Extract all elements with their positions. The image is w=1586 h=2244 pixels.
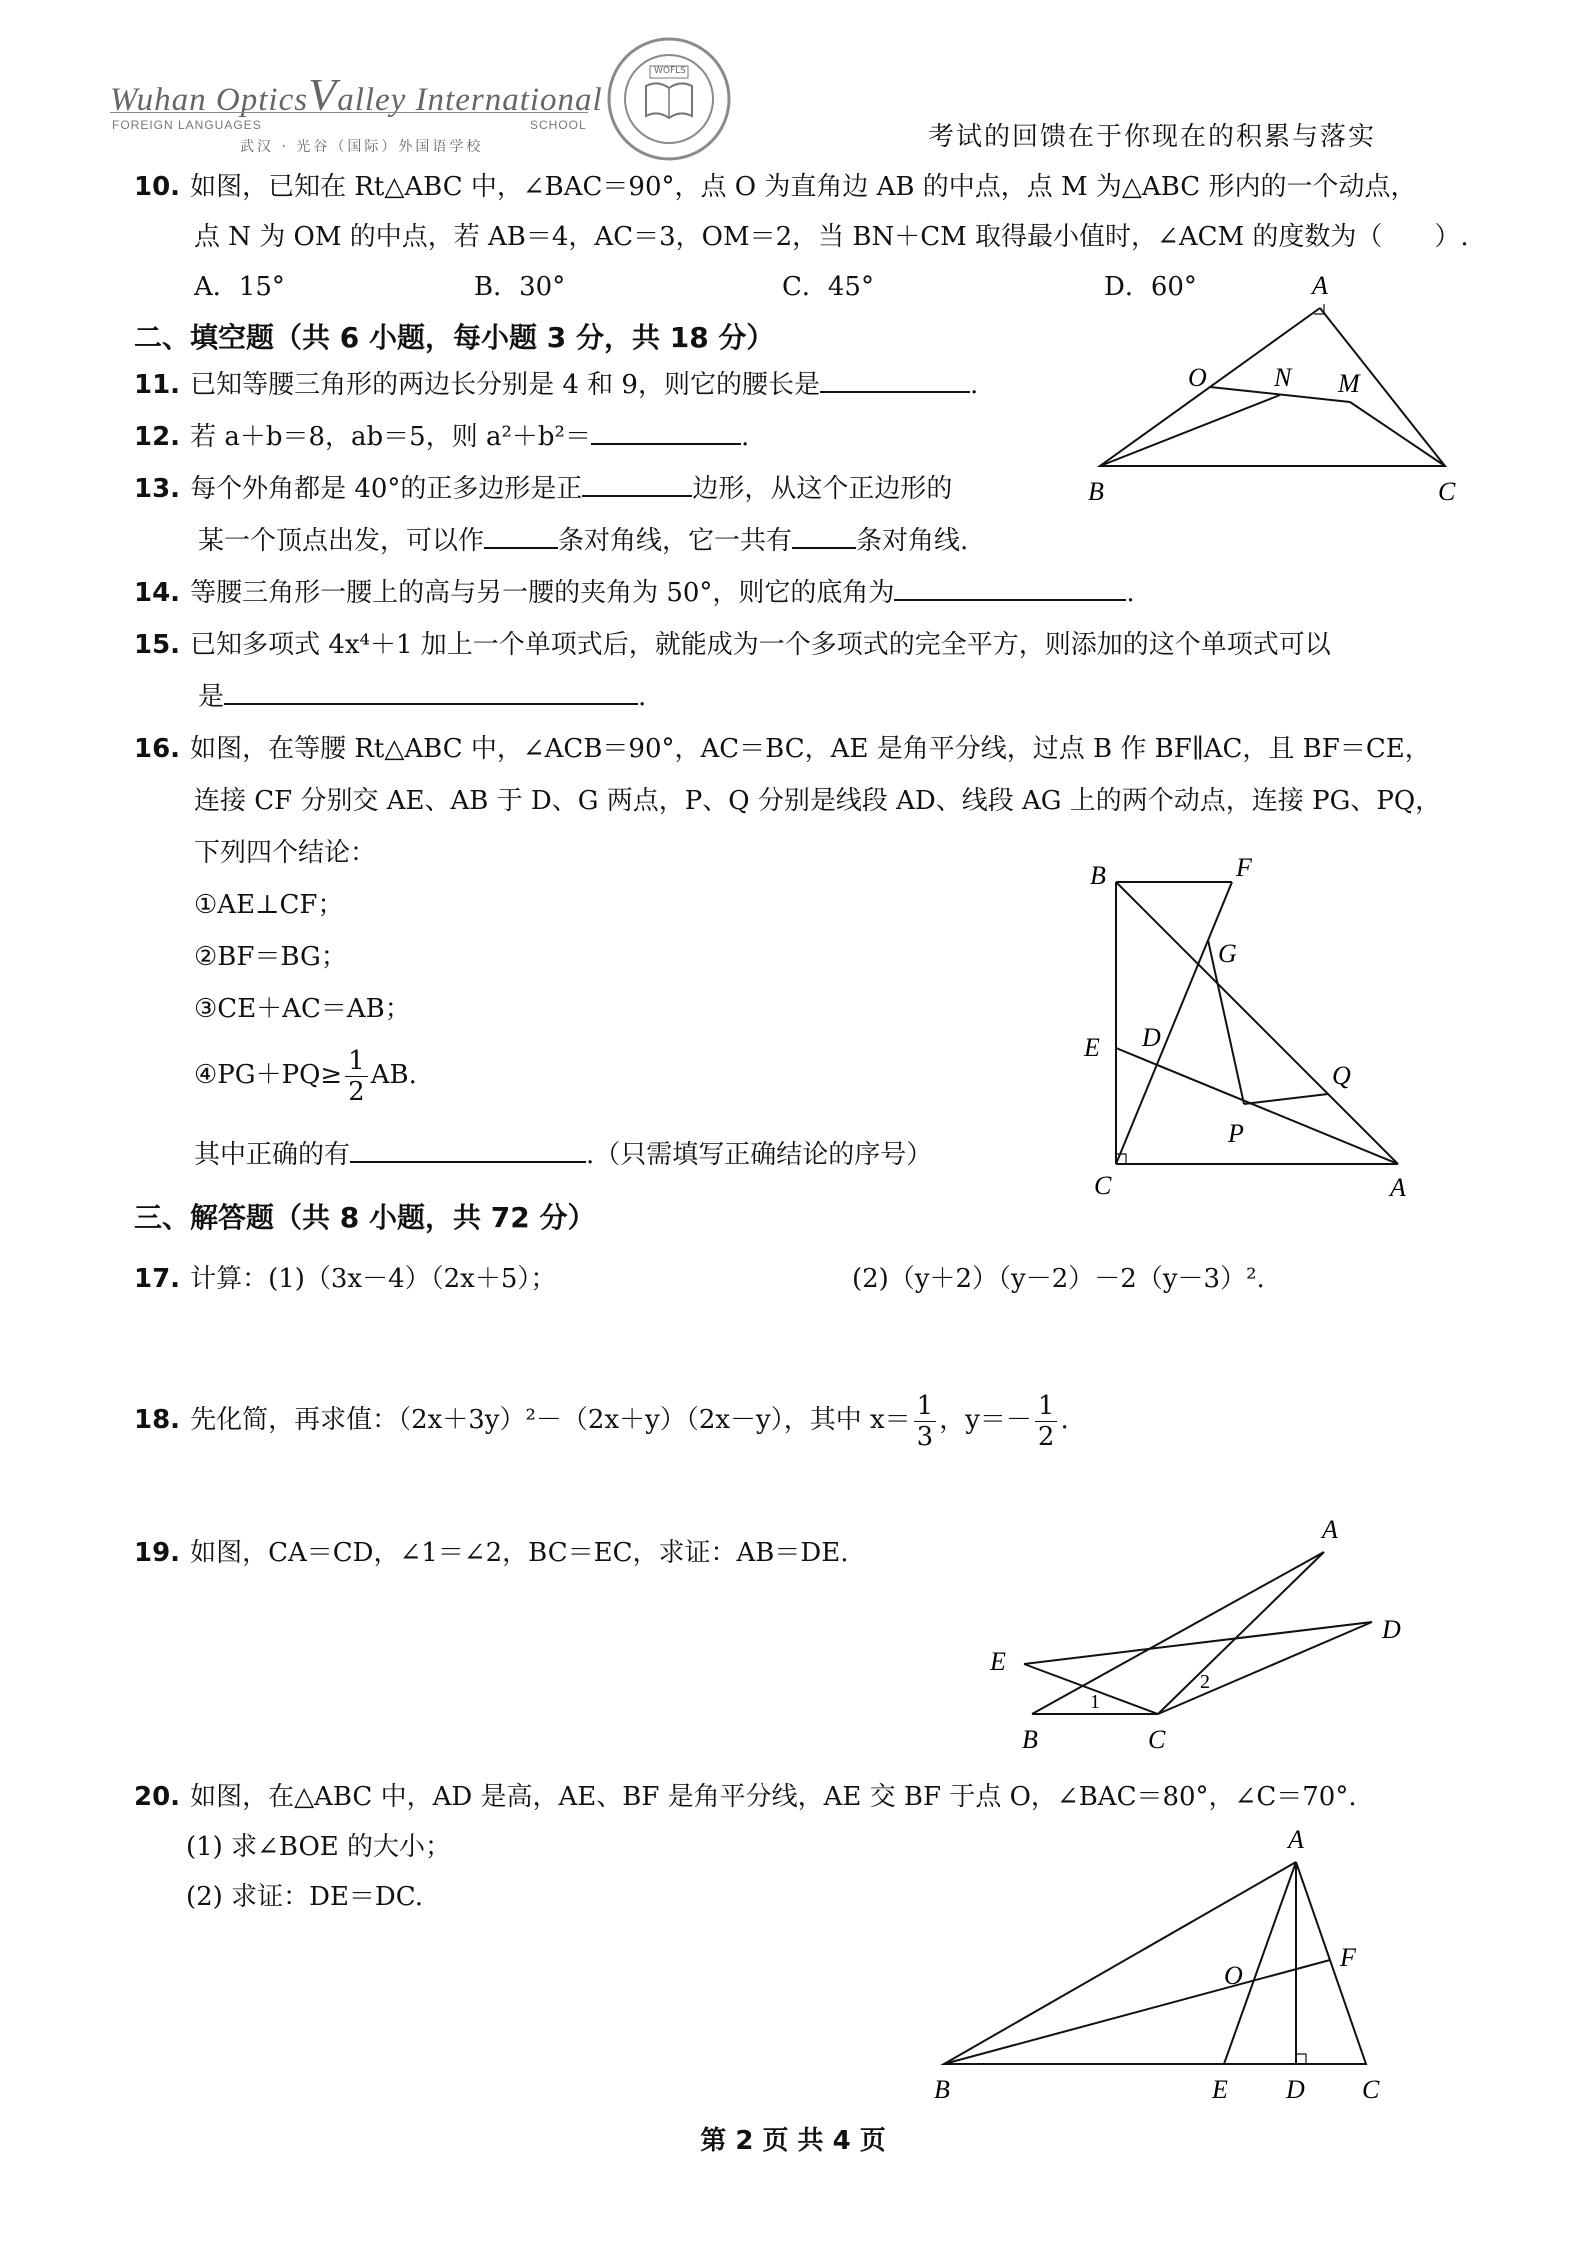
- fig10-triangle: [1100, 308, 1445, 466]
- question-17-part2: (2)（y＋2）（y－2）－2（y－3）².: [852, 1264, 1265, 1294]
- answer-blank-12[interactable]: [591, 419, 741, 445]
- question-15-line2: 是 .: [198, 678, 646, 716]
- fig16-label-d: D: [1142, 1023, 1161, 1052]
- figure-q19: [980, 1500, 1420, 1760]
- answer-blank-11[interactable]: [820, 367, 970, 393]
- school-name-cn: 武汉 · 光谷（国际）外国语学校: [240, 139, 484, 155]
- answer-blank-13c[interactable]: [792, 523, 856, 549]
- fig10-label-m: M: [1338, 369, 1360, 398]
- question-12: 12. 若 a＋b＝8，ab＝5，则 a²＋b²＝ .: [134, 418, 749, 456]
- fig20-label-c: C: [1362, 2075, 1380, 2104]
- question-14: 14. 等腰三角形一腰上的高与另一腰的夹角为 50°，则它的底角为 .: [134, 574, 1135, 612]
- section-2-heading: 二、填空题（共 6 小题，每小题 3 分，共 18 分）: [134, 321, 775, 354]
- foreign-languages-label: FOREIGN LANGUAGES: [112, 118, 262, 132]
- question-16-line3: 下列四个结论：: [194, 838, 377, 868]
- fig16-label-a: A: [1390, 1173, 1406, 1202]
- figure-q16: [1080, 850, 1420, 1210]
- fig19-label-a: A: [1322, 1515, 1338, 1544]
- fig20-label-a: A: [1288, 1826, 1304, 1854]
- question-20-part2: (2) 求证：DE＝DC.: [186, 1882, 423, 1912]
- question-10-line1: 10. 如图，已知在 Rt△ABC 中，∠BAC＝90°，点 O 为直角边 AB 的中点，点 M 为△ABC 形内的一个动点，: [134, 172, 1417, 202]
- question-17-part1: 17. 计算：(1)（3x－4）（2x＋5）；: [134, 1264, 557, 1294]
- conclusion-2: ②BF＝BG；: [194, 942, 347, 972]
- fig16-label-q: Q: [1332, 1061, 1351, 1090]
- fig10-label-o: O: [1188, 363, 1207, 392]
- fig10-bn: [1100, 395, 1280, 466]
- fig19-ed: [1024, 1622, 1372, 1664]
- fig19-label-2: 2: [1200, 1671, 1210, 1693]
- fraction-y: $\frac{1}{2}$: [1035, 1391, 1058, 1452]
- fig10-label-c: C: [1438, 477, 1456, 506]
- question-13-line2: 某一个顶点出发，可以作 条对角线，它一共有 条对角线.: [198, 522, 968, 560]
- conclusion-4: ④PG＋PQ≥ $\frac{1}{2}$ AB.: [194, 1045, 417, 1107]
- fig16-ae: [1116, 1048, 1398, 1164]
- header-rule: [110, 112, 588, 113]
- question-10-option-a: A．15°: [194, 272, 285, 302]
- question-16-line1: 16. 如图，在等腰 Rt△ABC 中，∠ACB＝90°，AC＝BC，AE 是角平分线，过点 B 作 BF∥AC，且 BF＝CE，: [134, 734, 1431, 764]
- figure-q10: [1080, 268, 1480, 518]
- fig20-label-f: F: [1340, 1943, 1356, 1972]
- answer-blank-15[interactable]: [224, 679, 638, 705]
- fig16-label-p: P: [1228, 1119, 1244, 1148]
- fig16-label-g: G: [1218, 939, 1237, 968]
- answer-blank-13a[interactable]: [582, 471, 692, 497]
- fraction-x: $\frac{1}{3}$: [914, 1391, 937, 1452]
- question-20-line1: 20. 如图，在△ABC 中，AD 是高，AE、BF 是角平分线，AE 交 BF 于点 O，∠BAC＝80°，∠C＝70°.: [134, 1782, 1357, 1812]
- fig19-label-1: 1: [1090, 1691, 1100, 1713]
- section-3-heading: 三、解答题（共 8 小题，共 72 分）: [134, 1201, 596, 1234]
- figure-q20: [920, 1826, 1440, 2116]
- question-18: 18. 先化简，再求值：（2x＋3y）²－（2x＋y）（2x－y），其中 x＝ $\frac{1}{3}$ ，y＝－ $\frac{1}{2}$ .: [134, 1390, 1069, 1452]
- question-10-option-c: C．45°: [782, 272, 874, 302]
- conclusion-1: ①AE⊥CF；: [194, 890, 344, 920]
- school-name-en: Wuhan OpticsValley International: [110, 69, 603, 120]
- fig20-label-b: B: [934, 2075, 950, 2104]
- header: [110, 60, 1510, 160]
- page-footer: 第 2 页 共 4 页: [700, 2126, 886, 2156]
- fig16-pq: [1244, 1094, 1328, 1104]
- fig10-label-a: A: [1312, 271, 1328, 300]
- school-logo: [606, 36, 732, 162]
- motto: 考试的回馈在于你现在的积累与落实: [928, 122, 1377, 152]
- fig20-label-d: D: [1286, 2075, 1305, 2104]
- fig10-cm: [1350, 402, 1445, 466]
- answer-blank-16[interactable]: [350, 1137, 586, 1163]
- question-13-line1: 13. 每个外角都是 40°的正多边形是正 边形，从这个正边形的: [134, 470, 952, 508]
- fig10-label-b: B: [1088, 477, 1104, 506]
- fig10-label-n: N: [1274, 363, 1292, 392]
- answer-blank-13b[interactable]: [484, 523, 558, 549]
- question-10-option-b: B．30°: [474, 272, 566, 302]
- fig16-cf: [1116, 882, 1232, 1164]
- fig20-right-angle: [1296, 2054, 1306, 2064]
- fig16-label-c: C: [1094, 1171, 1112, 1200]
- fig16-label-b: B: [1090, 861, 1106, 890]
- question-10-option-d: D．60°: [1104, 272, 1197, 302]
- fig19-label-e: E: [990, 1647, 1006, 1676]
- question-16-answer: 其中正确的有 .（只需填写正确结论的序号）: [194, 1136, 932, 1174]
- fig20-bf: [944, 1960, 1330, 2064]
- question-16-line2: 连接 CF 分别交 AE、AB 于 D、G 两点，P、Q 分别是线段 AD、线段 AG 上的两个动点，连接 PG、PQ，: [194, 786, 1442, 816]
- question-10-line2: 点 N 为 OM 的中点，若 AB＝4，AC＝3，OM＝2，当 BN＋CM 取得最小值时，∠ACM 的度数为（ ）.: [194, 222, 1469, 252]
- fig20-triangle: [944, 1862, 1366, 2064]
- answer-blank-14[interactable]: [894, 575, 1126, 601]
- conclusion-3: ③CE＋AC＝AB；: [194, 994, 411, 1024]
- fig19-ac: [1158, 1552, 1324, 1714]
- fraction-half: $\frac{1}{2}$: [345, 1046, 368, 1107]
- question-20-part1: (1) 求∠BOE 的大小；: [186, 1832, 452, 1862]
- question-15-line1: 15. 已知多项式 4x⁴＋1 加上一个单项式后，就能成为一个多项式的完全平方，则添加的这个单项式可以: [134, 630, 1331, 660]
- fig19-label-c: C: [1148, 1725, 1166, 1754]
- fig19-label-d: D: [1382, 1615, 1401, 1644]
- question-19: 19. 如图，CA＝CD，∠1＝∠2，BC＝EC，求证：AB＝DE.: [134, 1538, 849, 1568]
- fig16-label-f: F: [1236, 853, 1252, 882]
- school-label: SCHOOL: [530, 118, 587, 132]
- fig16-label-e: E: [1084, 1033, 1100, 1062]
- fig20-label-e: E: [1212, 2075, 1228, 2104]
- fig20-label-o: O: [1224, 1961, 1243, 1990]
- question-11: 11. 已知等腰三角形的两边长分别是 4 和 9，则它的腰长是 .: [134, 366, 978, 404]
- fig19-label-b: B: [1022, 1725, 1038, 1754]
- logo-text: WOFLS: [654, 66, 686, 76]
